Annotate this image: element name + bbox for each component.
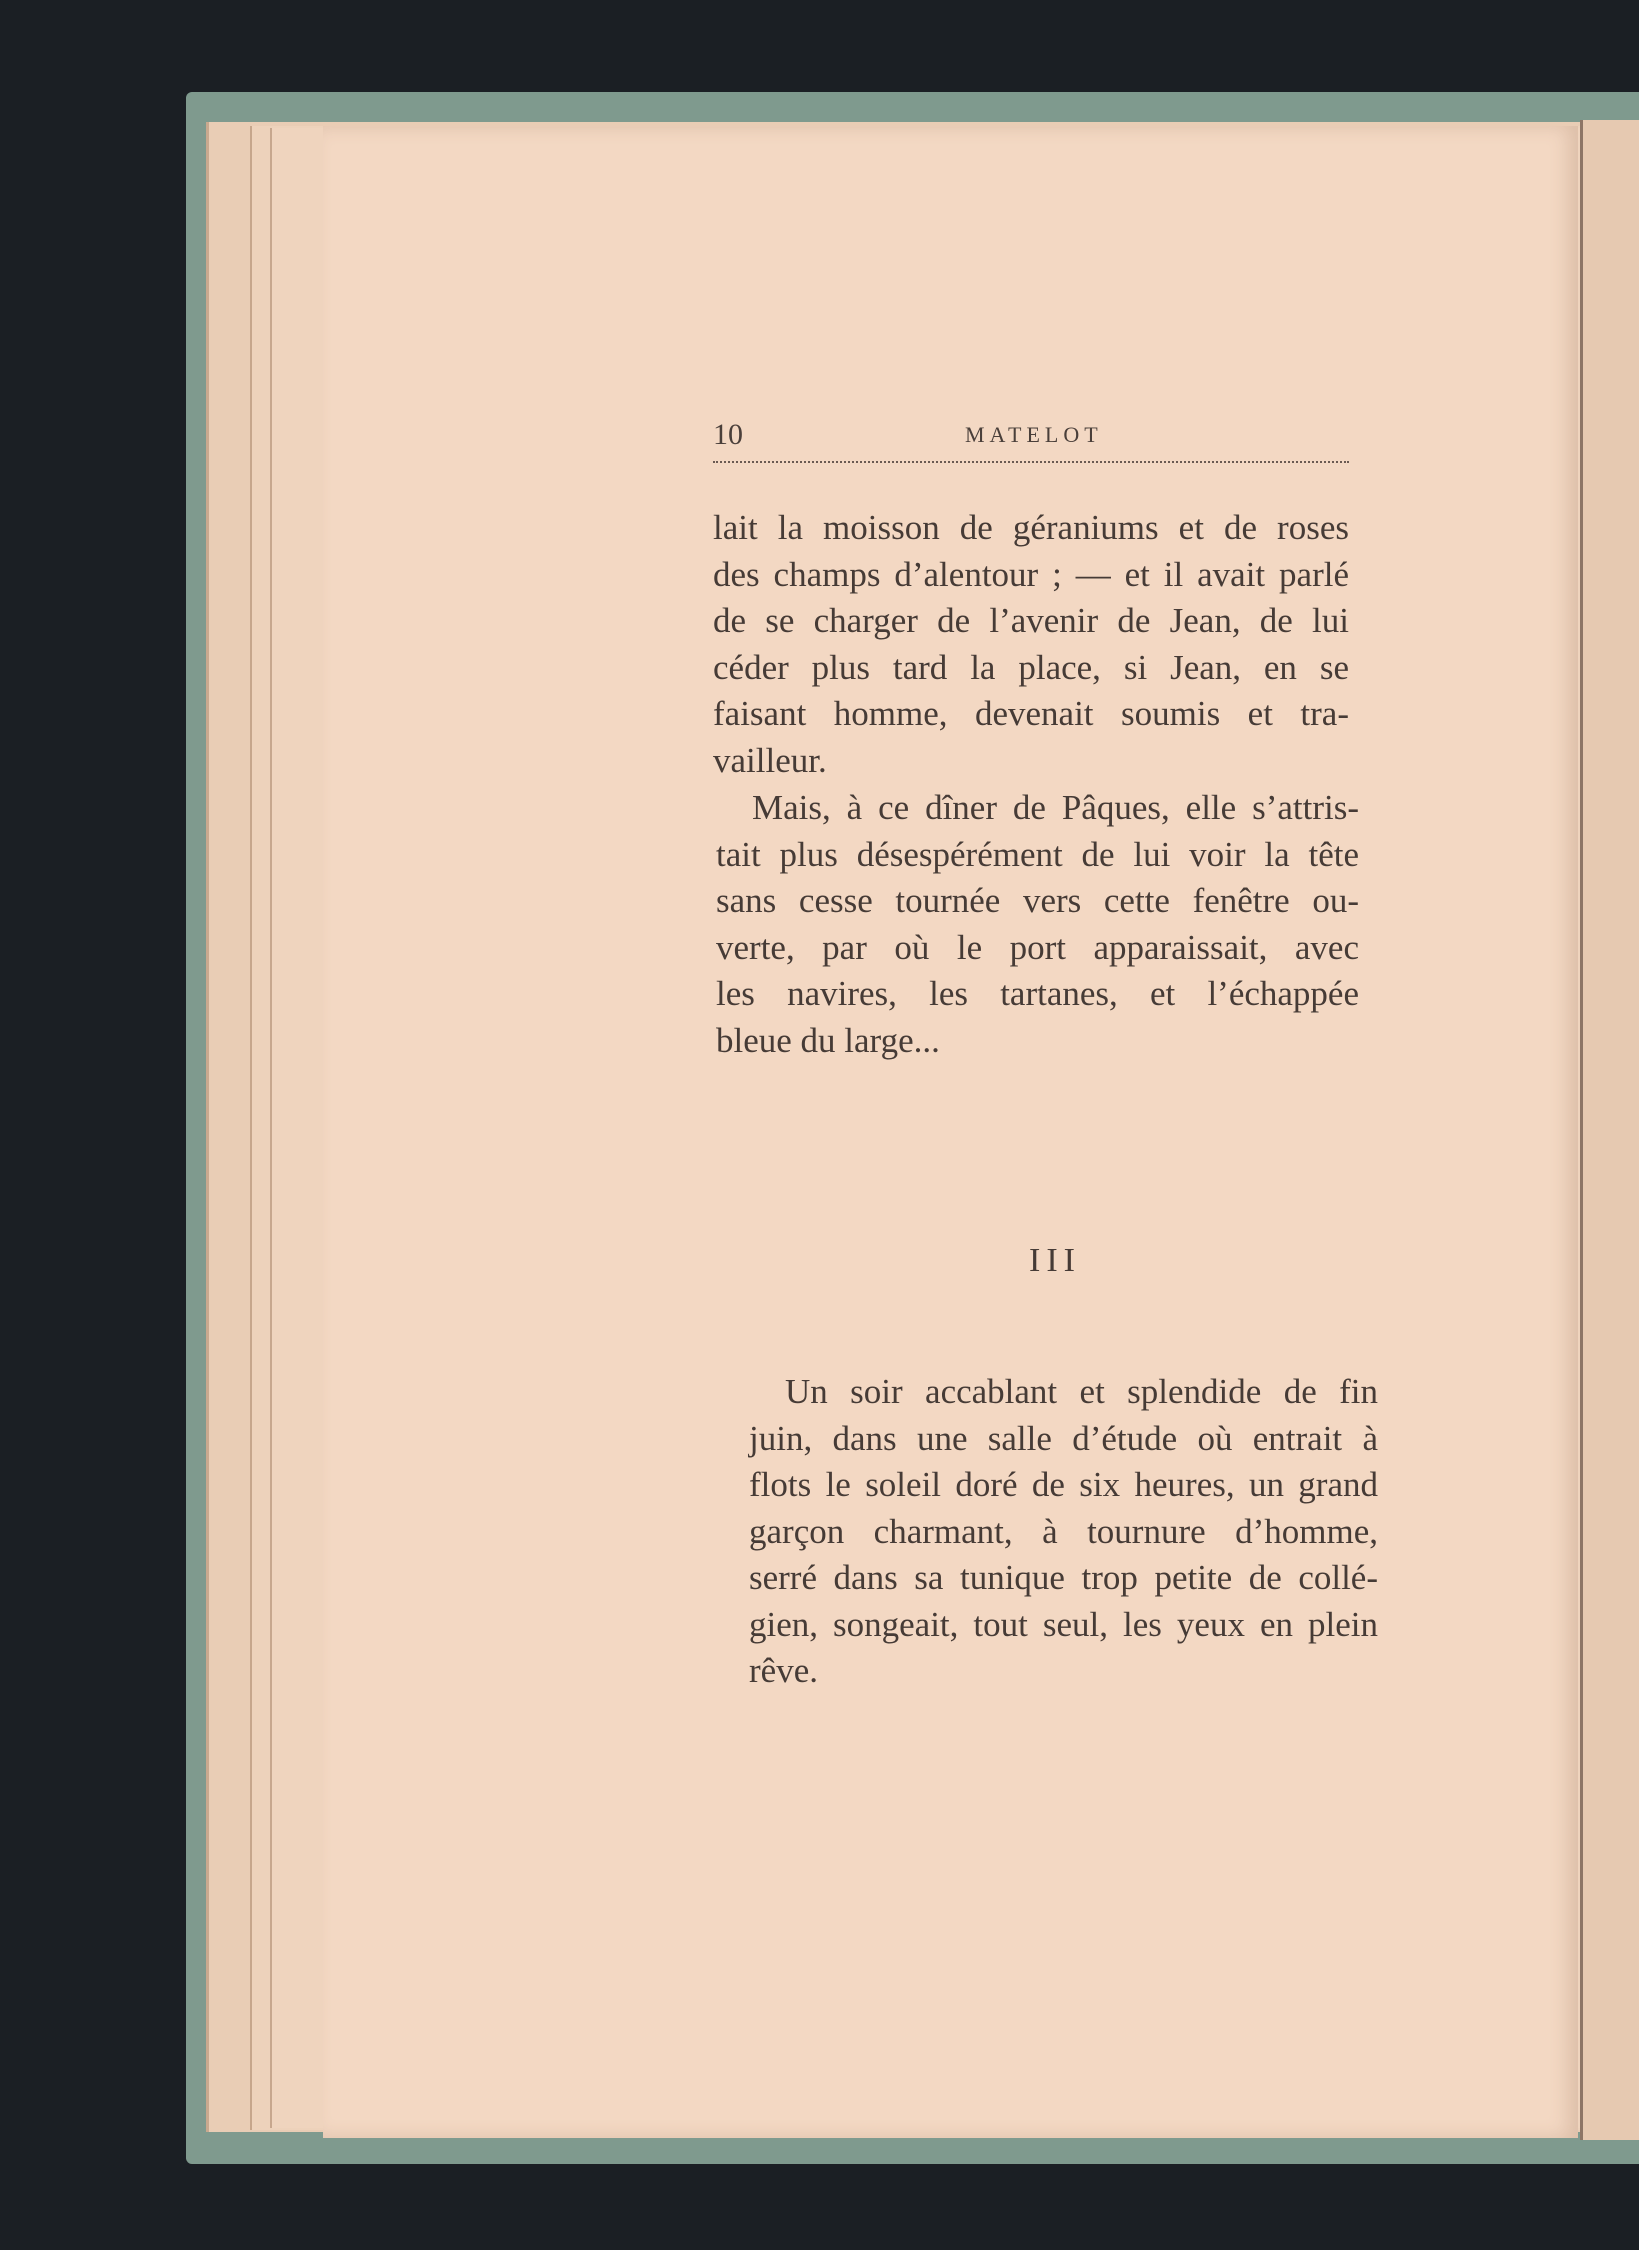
text-line: Mais, à ce dîner de Pâques, elle s’attris- — [752, 788, 1359, 827]
text-line: lait la moisson de géraniums et de roses — [713, 508, 1349, 547]
text-line: Un soir accablant et splendide de fin — [785, 1372, 1378, 1411]
book-page — [323, 126, 1578, 2138]
text-line: faisant homme, devenait soumis et tra- — [713, 694, 1349, 733]
paragraph — [713, 505, 1349, 784]
text-line: sans cesse tournée vers cette fenêtre ou- — [716, 881, 1359, 920]
header-rule — [713, 461, 1349, 463]
running-title: MATELOT — [965, 422, 1103, 447]
facing-page-edge — [1580, 120, 1639, 2140]
text-line: juin, dans une salle d’étude où entrait à — [749, 1418, 1378, 1458]
section-heading: III — [1029, 1242, 1081, 1279]
text-line: vailleur. — [713, 740, 827, 780]
text-line: verte, par où le port apparaissait, avec — [716, 927, 1359, 967]
text-line: flots le soleil doré de six heures, un grand — [749, 1465, 1378, 1504]
text-line: bleue du large... — [716, 1020, 940, 1060]
text-line: rêve. — [749, 1651, 818, 1690]
text-line: garçon charmant, à tournure d’homme, — [749, 1511, 1378, 1551]
text-line: tait plus désespérément de lui voir la tête — [716, 834, 1359, 874]
text-line: des champs d’alentour ; — et il avait parlé — [713, 554, 1349, 594]
text-line: de se charger de l’avenir de Jean, de lui — [713, 601, 1349, 640]
page-number: 10 — [713, 418, 743, 451]
paragraph — [749, 1369, 1378, 1695]
paragraph — [716, 785, 1359, 1064]
text-line: serré dans sa tunique trop petite de collé- — [749, 1558, 1378, 1597]
text-line: céder plus tard la place, si Jean, en se — [713, 647, 1349, 687]
text-line: gien, songeait, tout seul, les yeux en plein — [749, 1604, 1378, 1644]
text-line: les navires, les tartanes, et l’échappée — [716, 974, 1359, 1013]
